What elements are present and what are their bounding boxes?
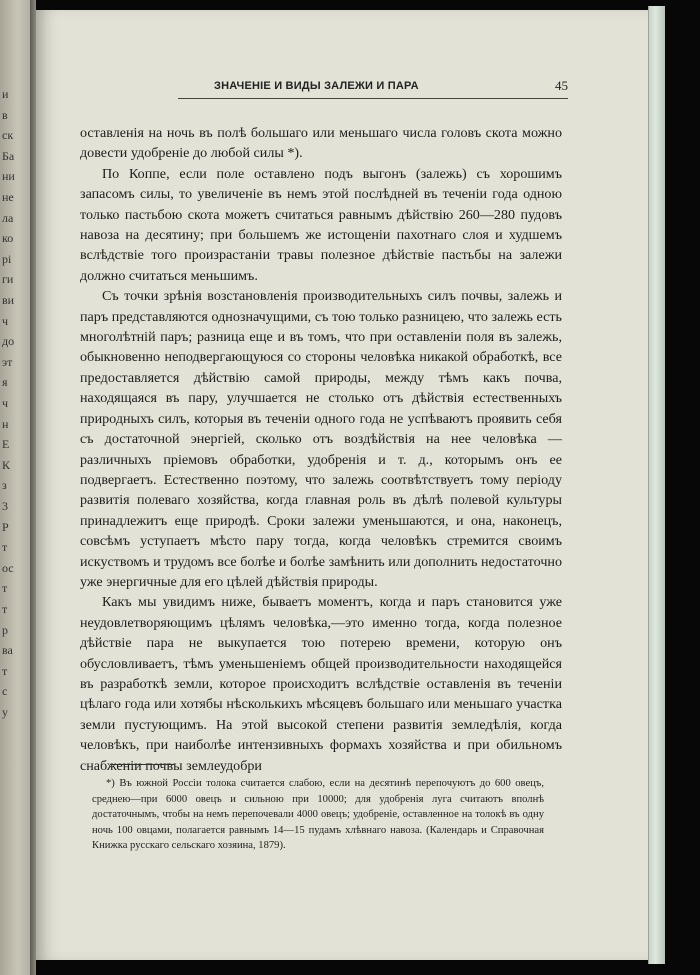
body-text — [80, 123, 562, 776]
left-page-fragment: т — [2, 602, 8, 616]
left-page-fragment: ви — [2, 293, 15, 307]
left-page-fragment: К — [2, 457, 11, 472]
left-page-fragment: Е — [2, 437, 10, 452]
left-page-fragment: я — [2, 375, 8, 390]
left-page-fragment: ч — [2, 396, 9, 410]
left-page-fragment: т — [2, 581, 8, 596]
running-header — [178, 76, 568, 99]
paragraph: Какъ мы увидимъ ниже, бываетъ моментъ, когда и паръ становится уже неудовлетворяющимъ цѣлямъ человѣка,—это именно тогда, когда полезное дѣйствіе пара не выкупается тою потерею времени, которую онъ обусловливаетъ, тѣмъ уменьшеніемъ общей производительности находящейся въ разработкѣ земли, которое происходитъ вслѣдствіе оставленія въ теченіи цѣлаго года или хотябы нѣсколькихъ мѣсяцевъ большаго или меньшаго участка земли пустующимъ. На этой высокой степени развитія земледѣлія, когда человѣкъ, при наиболѣе интензивныхъ формахъ хозяйства и при обильномъ снабженіи почвы землеудобри — [80, 594, 562, 774]
running-title: ЗНАЧЕНІЕ И ВИДЫ ЗАЛЕЖИ И ПАРА — [214, 80, 419, 92]
left-page-fragment: ко — [2, 231, 14, 246]
left-page-fragment: в — [2, 107, 8, 122]
left-page-fragment: н — [2, 416, 9, 431]
left-page-fragment: Ба — [2, 148, 15, 163]
book-cover-edge — [648, 6, 665, 964]
left-page-fragment: ос — [2, 560, 14, 575]
left-page-fragment: и — [2, 87, 9, 101]
left-page-fragment: т — [2, 663, 8, 678]
left-page-fragment: ч — [2, 313, 9, 328]
left-page-fragment: р — [2, 622, 8, 637]
left-page-fragment: Р — [2, 519, 9, 534]
left-page-fragment: т — [2, 540, 8, 555]
left-page-fragment: эт — [2, 354, 13, 369]
footnote-separator — [110, 764, 175, 765]
page-number: 45 — [555, 78, 568, 93]
left-page-fragment: ск — [2, 128, 14, 143]
footnote: *) Въ южной Россіи толока считается слабою, если на десятинѣ перепочуютъ до 600 овецъ, среднею—при 6000 овецъ и сильною при 10000; для удобренія луга считаютъ вполнѣ достаточнымъ, чтобы на немъ перепочевали 4000 овецъ; удобреніе, оставленное на толокѣ въ одну ночь 100 овцами, полагается равнымъ 14—15 пудамъ хлѣвнаго навоза. (Календарь и Справочная Книжка русскаго сельскаго хозяина, 1879). — [92, 778, 544, 852]
left-page-fragment: не — [2, 190, 14, 204]
left-page-fragment: з — [2, 478, 7, 493]
left-page-fragment: с — [2, 684, 8, 699]
left-page-fragment: ва — [2, 643, 13, 658]
adjacent-left-page — [0, 0, 30, 975]
left-page-fragment: у — [2, 705, 8, 719]
left-page-fragment: ла — [2, 210, 14, 225]
left-page-fragment: до — [2, 334, 15, 349]
left-page-fragment: 3 — [2, 499, 8, 513]
left-page-fragment: ни — [2, 169, 15, 184]
paragraph: По Коппе, если поле оставлено подъ выгонъ (залежь) съ хорошимъ запасомъ силы, то увеличеніе въ немъ этой послѣдней въ теченіи года одною только пастьбою скота можетъ считаться равнымъ дѣйствію 260—280 пудовъ навоза на десятину; при большемъ же истощеніи пахотнаго слоя и худшемъ вслѣдствіе того произрастаніи травы полезное дѣйствіе пастьбы на залежи должно считаться меньшимъ. — [80, 165, 562, 284]
left-page-fragment: ги — [2, 272, 14, 287]
paragraph: Съ точки зрѣнія возстановленія производительныхъ силъ почвы, залежь и паръ представляются однозначущими, съ тою только разницею, что залежь есть многолѣтній паръ; разница еще и въ томъ, что при оставленіи поля въ залежь, обыкновенно неподвергающуюся со стороны человѣка никакой обработкѣ, все предоставляется дѣйствію самой природы, между тѣмъ какъ почва, находящаяся въ пару, улучшается не столько отъ дѣйствія естественныхъ природныхъ силъ, которыя въ теченіи одного года не успѣваютъ проявить себя съ достаточной энергіей, сколько отъ воздѣйствія на нее человѣка — различныхъ пріемовъ обработки, удобренія и т. д., которымъ онъ ее подвергаетъ. Естественно поэтому, что залежь соотвѣтствуетъ тому періоду развитія полеваго хозяйства, когда главная роль въ дѣлѣ полевой культуры принадлежитъ еще природѣ. Сроки залежи уменьшаются, и она, наконецъ, совсѣмъ уступаетъ мѣсто пару тогда, когда человѣкъ стремится своимъ искуствомъ и трудомъ все болѣе и болѣе замѣнить или дополнить недостаточно уже энергичные для его цѣлей дѣйствія природы. — [80, 288, 562, 590]
paragraph: оставленія на ночь въ полѣ большаго или меньшаго числа головъ скота можно довести удобреніе до любой силы *). — [80, 125, 562, 162]
left-page-fragment: pi — [2, 251, 12, 266]
